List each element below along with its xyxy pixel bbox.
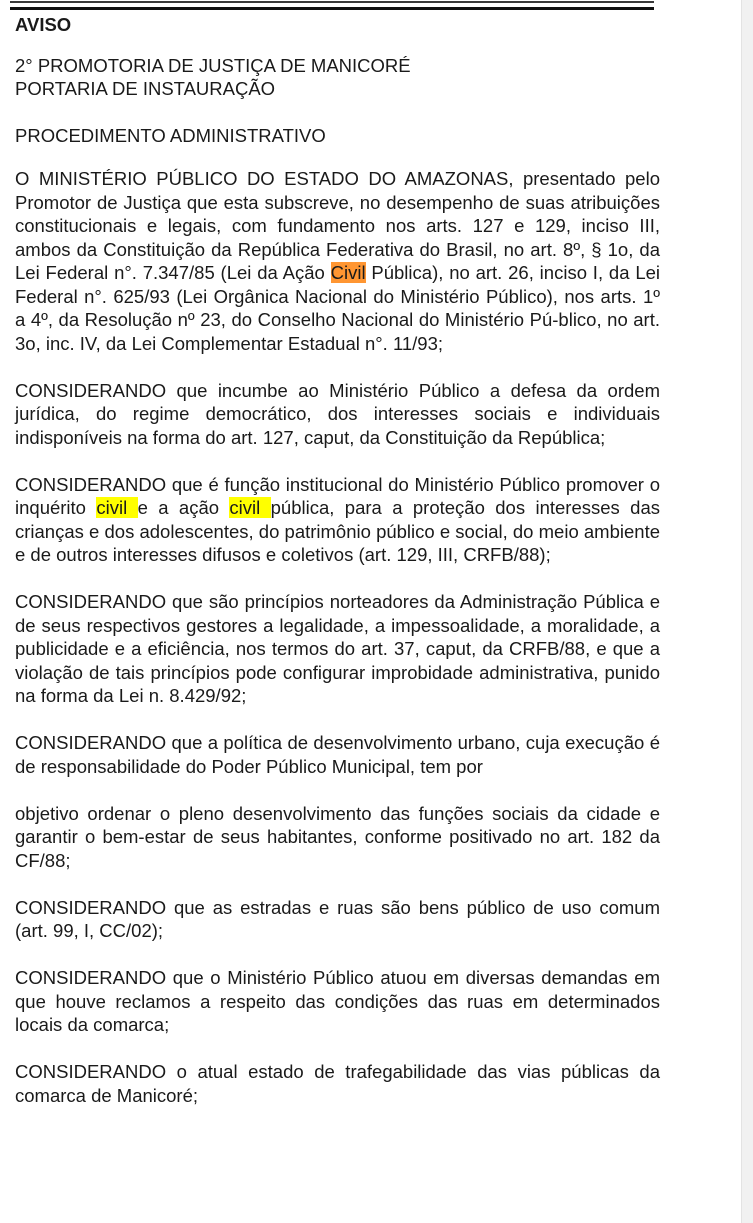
heading-line-portaria: PORTARIA DE INSTAURAÇÃO xyxy=(15,78,276,99)
paragraph: CONSIDERANDO que incumbe ao Ministério Público a defesa da ordem jurídica, do regime democrático, dos interesses sociais e individuais indisponíveis na forma do art. 127, caput, da Constituição da República; xyxy=(15,379,660,448)
heading-line-promotoria: 2° PROMOTORIA DE JUSTIÇA DE MANICORÉ xyxy=(15,54,411,76)
horizontal-rule xyxy=(10,1,654,10)
paragraph: objetivo ordenar o pleno desenvolvimento das funções sociais da cidade e garantir o bem-estar de seus habitantes, conforme positivado no art. 182 da CF/88; xyxy=(15,802,660,871)
paragraph: CONSIDERANDO que são princípios norteadores da Administração Pública e de seus respectivos gestores a legalidade, a impessoalidade, a moralidade, a publicidade e a eficiência, nos termos do art. 37, caput, da CRFB/88, e que a violação de tais princípios pode configurar improbidade administrativa, punido na forma da Lei n. 8.429/92; xyxy=(15,591,660,706)
document-content xyxy=(0,10,660,1107)
document-body xyxy=(15,167,660,1107)
document-heading xyxy=(15,54,660,101)
scrollbar-track[interactable] xyxy=(741,0,753,1223)
paragraph: CONSIDERANDO que as estradas e ruas são bens público de uso comum (art. 99, I, CC/02); xyxy=(15,896,660,941)
page-title: AVISO xyxy=(15,14,72,35)
paragraph: O MINISTÉRIO PÚBLICO DO ESTADO DO AMAZONAS, presentado pelo Promotor de Justiça que esta subscreve, no desempenho de suas atribuições constitucionais e legais, com fundamento nos arts. 127 e 129, inciso III, ambos da Constituição da República Federativa do Brasil, no art. 8º, § 1o, da Lei Federal n°. 7.347/85 (Lei da Ação Civil Pública), no art. 26, inciso I, da Lei Federal n°. 625/93 (Lei Orgânica Nacional do Ministério Público), nos arts. 1º a 4º, da Resolução nº 23, do Conselho Nacional do Ministério Pú-blico, no art. 3o, inc. IV, da Lei Complementar Estadual n°. 11/93; xyxy=(15,168,661,354)
find-highlight-match: civil xyxy=(229,497,271,518)
paragraph: CONSIDERANDO o atual estado de trafegabilidade das vias públicas da comarca de Manicoré; xyxy=(15,1061,660,1106)
find-highlight-match: civil xyxy=(96,497,138,518)
paragraph: CONSIDERANDO que a política de desenvolvimento urbano, cuja execução é de responsabilidade do Poder Público Municipal, tem por xyxy=(15,732,660,777)
paragraph: CONSIDERANDO que é função institucional do Ministério Público promover o inquérito civil e a ação civil pública, para a proteção dos interesses das crianças e dos adolescentes, do patrimônio público e social, do meio ambiente e de outros interesses difusos e coletivos (art. 129, III, CRFB/88); xyxy=(15,473,660,565)
paragraph: CONSIDERANDO que o Ministério Público atuou em diversas demandas em que houve reclamos a respeito das condições das ruas em determinados locais da comarca; xyxy=(15,967,660,1035)
document-subtitle: PROCEDIMENTO ADMINISTRATIVO xyxy=(15,124,326,146)
find-highlight-active: Civil xyxy=(330,262,366,283)
